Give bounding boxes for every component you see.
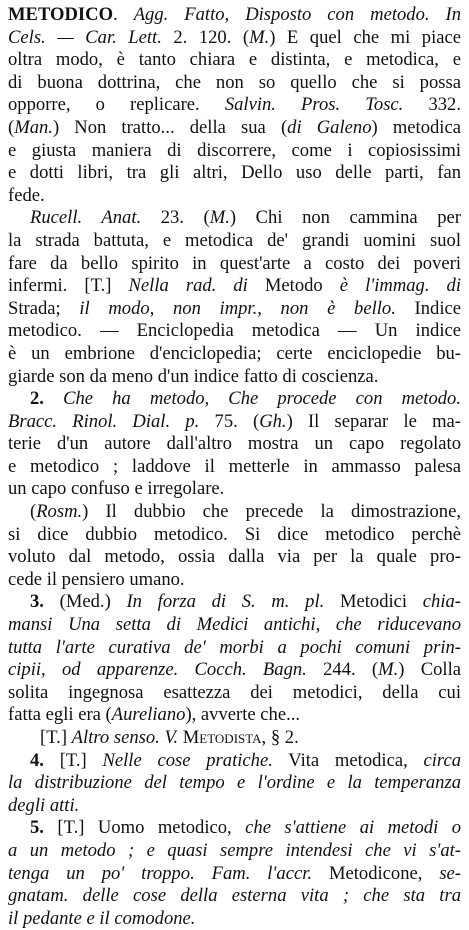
entry-line: mansi Una setta di Medici antichi, che riducevano	[8, 614, 461, 636]
entry-line: oltra modo, è tanto chiara e distinta, e metodica, e	[8, 49, 461, 71]
entry-line: giarde son da meno d'un indice fatto di coscienza.	[8, 365, 379, 387]
entry-line: cipii, od apparenze. Cocch. Bagn. 244. (M.) Colla	[8, 659, 461, 681]
entry-line: fede.	[8, 184, 45, 206]
entry-line: 4. [T.] Nelle cose pratiche. Vita metodica, circa	[30, 749, 461, 771]
entry-line: solita ingegnosa esattezza dei metodici, della cui	[8, 681, 461, 703]
entry-line: infermi. [T.] Nella rad. di Metodo è l'immag. di	[8, 275, 461, 297]
entry-line: Rucell. Anat. 23. (M.) Chi non cammina per	[30, 207, 461, 229]
entry-line: a un metodo ; e quasi sempre intendesi che vi s'at-	[8, 839, 461, 861]
entry-line: terie d'un autore dall'altro mostra un capo regolato	[8, 433, 461, 455]
entry-line: opporre, o replicare. Salvin. Pros. Tosc. 332.	[8, 94, 461, 116]
entry-line: gnatam. delle cose della esterna vita ; che sta tra	[8, 885, 461, 907]
entry-line: di buona dottrina, che non so quello che si possa	[8, 71, 461, 93]
entry-line: degli atti.	[8, 794, 80, 816]
entry-line: (Man.) Non tratto... della sua (di Galeno) metodica	[8, 116, 461, 138]
entry-line: Strada; il modo, non impr., non è bello. Indice	[8, 297, 461, 319]
entry-line: la distribuzione del tempo e l'ordine e la temperanza	[8, 772, 461, 794]
entry-line: (Rosm.) Il dubbio che precede la dimostrazione,	[30, 501, 461, 523]
entry-line: Bracc. Rinol. Dial. p. 75. (Gh.) Il separar le ma-	[8, 410, 461, 432]
entry-line: fare da bello spirito in quest'arte a costo dei poveri	[8, 252, 461, 274]
entry-line: il pedante e il comodone.	[8, 907, 196, 929]
entry-line: 2. Che ha metodo, Che procede con metodo.	[30, 388, 461, 410]
entry-line: e giusta maniera di discorrere, come i copiosissimi	[8, 139, 461, 161]
entry-line: è un embrione d'enciclopedia; certe enciclopedie bu-	[8, 342, 461, 364]
entry-line: si dice dubbio metodico. Si dice metodico perchè	[8, 523, 461, 545]
entry-line: tenga un po' troppo. Fam. l'accr. Metodicone, se-	[8, 862, 461, 884]
entry-line: metodico. — Enciclopedia metodica — Un indice	[8, 320, 461, 342]
entry-line: METODICO. Agg. Fatto, Disposto con metodo. In	[8, 4, 461, 25]
entry-line: Cels. — Car. Lett. 2. 120. (M.) E quel che mi piace	[8, 26, 461, 48]
entry-line: voluto dal metodo, ossia dalla via per la quale pro-	[8, 546, 461, 568]
entry-line: e metodico ; laddove il metterle in ammasso palesa	[8, 455, 461, 477]
entry-line: fatta egli era (Aureliano), avverte che...	[8, 704, 301, 726]
entry-line: 5. [T.] Uomo metodico, che s'attiene ai metodi o	[30, 817, 461, 839]
entry-line: la strada battuta, e metodica de' grandi uomini suol	[8, 229, 461, 251]
entry-line: cede il pensiero umano.	[8, 568, 185, 590]
entry-line: un capo confuso e irregolare.	[8, 478, 225, 500]
entry-line: e dotti libri, tra gli altri, Dello uso delle parti, fan	[8, 162, 461, 184]
entry-line: 3. (Med.) In forza di S. m. pl. Metodici chia-	[30, 591, 461, 613]
entry-line: tutta l'arte curativa de' morbi a pochi comuni prin-	[8, 636, 461, 658]
entry-line: [T.] Altro senso. V. Metodista, § 2.	[40, 727, 299, 748]
